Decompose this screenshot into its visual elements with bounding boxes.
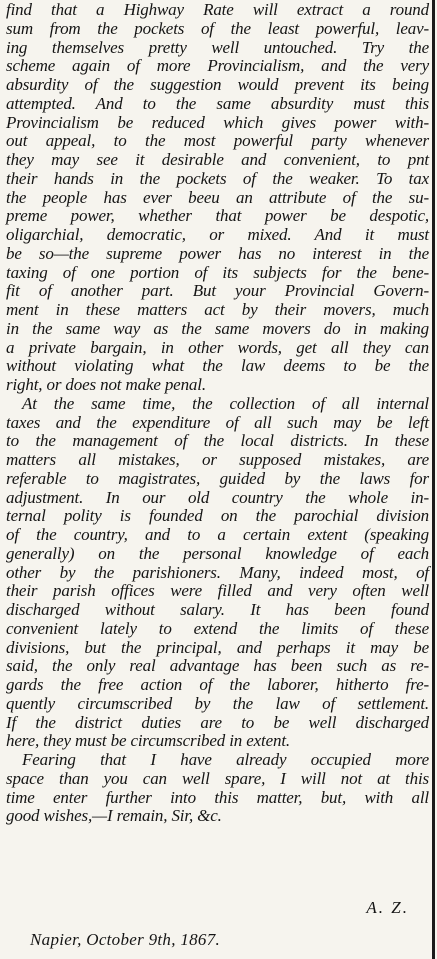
text-line: absurdity of the suggestion would prevent its being (6, 75, 429, 94)
text-line: preme power, whether that power be despotic, (6, 206, 429, 226)
text-line: discharged without salary. It has been found (6, 600, 429, 619)
column-rule (432, 0, 435, 959)
text-line: scheme again of more Provincialism, and the very (6, 56, 429, 76)
text-line: the people has ever beeu an attribute of the su- (6, 187, 429, 207)
text-line: taxing of one portion of its subjects for the bene- (6, 262, 429, 282)
letter-signature: A. Z. (366, 898, 409, 917)
text-line: ment in these matters act by their movers, much (6, 300, 429, 319)
text-line: If the district duties are to be well discharged (6, 712, 429, 732)
text-line: said, the only real advantage has been such as re- (6, 656, 429, 676)
text-line: sum from the pockets of the least powerful, leav- (6, 18, 429, 38)
text-line: gards the free action of the laborer, hitherto fre- (6, 675, 429, 694)
text-line: find that a Highway Rate will extract a round (6, 0, 429, 19)
text-line: time enter further into this matter, but, with all (6, 787, 429, 807)
text-line: matters all mistakes, or supposed mistakes, are (6, 450, 429, 469)
text-line: ing themselves pretty well untouched. Try the (6, 37, 429, 57)
text-line: they may see it desirable and convenient, to pnt (6, 150, 429, 169)
text-line: without violating what the law deems to be the (6, 356, 429, 376)
text-line: Provincialism be reduced which gives power with- (6, 112, 429, 132)
text-line: convenient lately to extend the limits of these (6, 618, 429, 638)
text-line: fit of another part. But your Provincial Govern- (6, 281, 429, 301)
text-line: good wishes,—I remain, Sir, &c. (6, 806, 222, 826)
text-line: adjustment. In our old country the whole in- (6, 487, 429, 507)
text-line: a private bargain, in other words, get all they can (6, 337, 429, 357)
paragraph-start-line: Fearing that I have already occupied more (22, 750, 429, 769)
text-line: right, or does not make penal. (6, 375, 206, 394)
text-line: ternal polity is founded on the parochial division (6, 506, 429, 526)
text-line: out appeal, to the most powerful party whenever (6, 131, 429, 151)
text-line: to the management of the local districts. In these (6, 431, 429, 451)
text-line: here, they must be circumscribed in extent. (6, 731, 291, 751)
text-line: referable to magistrates, guided by the laws for (6, 468, 429, 488)
paragraph-start-line: At the same time, the collection of all internal (22, 393, 429, 413)
letter-body (6, 1, 429, 826)
letter-dateline: Napier, October 9th, 1867. (30, 930, 221, 949)
text-line: other by the parishioners. Many, indeed most, of (6, 562, 429, 582)
text-line: their parish offices were filled and very often well (6, 581, 429, 601)
text-line: of the country, and to a certain extent (speaking (6, 525, 429, 544)
text-line: space than you can well spare, I will not at this (6, 768, 429, 788)
text-line: generally) on the personal knowledge of each (6, 543, 429, 563)
text-line: attempted. And to the same absurdity must this (6, 93, 429, 113)
text-line: quently circumscribed by the law of settlement. (6, 693, 429, 713)
text-line: in the same way as the same movers do in making (6, 318, 429, 338)
text-line: their hands in the pockets of the weaker. To tax (6, 168, 429, 188)
text-line: divisions, but the principal, and perhaps it may be (6, 637, 429, 657)
text-line: taxes and the expenditure of all such may be left (6, 412, 429, 432)
text-line: be so—the supreme power has no interest in the (6, 243, 429, 263)
text-line: oligarchial, democratic, or mixed. And it must (6, 225, 429, 244)
